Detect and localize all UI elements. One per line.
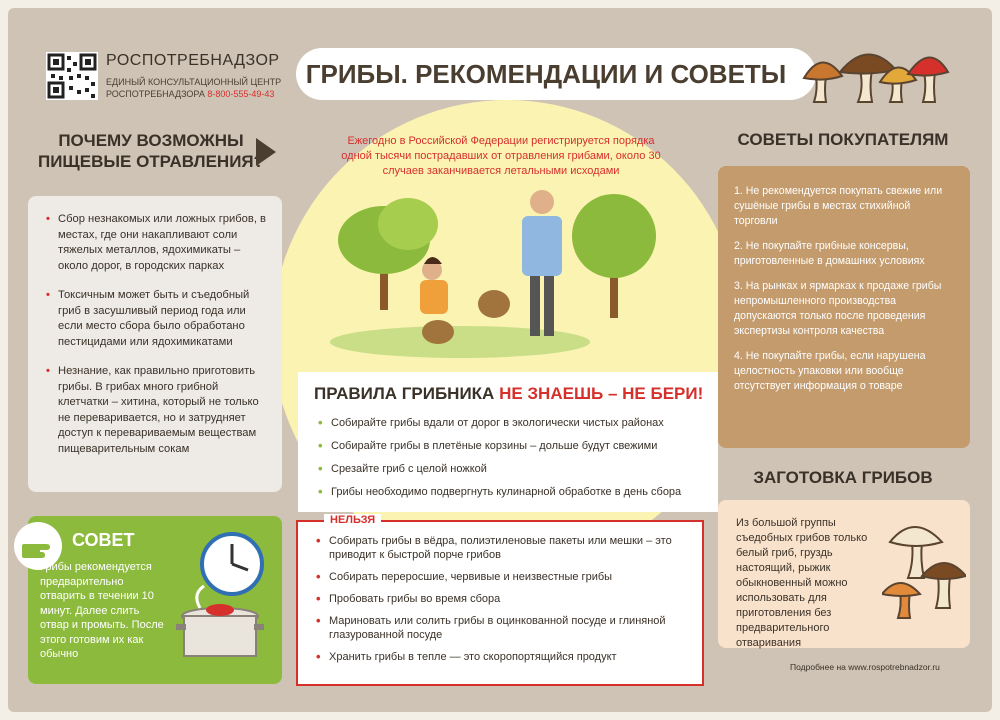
page-title: ГРИБЫ. РЕКОМЕНДАЦИИ И СОВЕТЫ xyxy=(305,59,787,89)
preparation-heading: ЗАГОТОВКА ГРИБОВ xyxy=(753,468,933,487)
list-item: • Токсичным может быть и съедобный гриб в засушливый период года или если место сбора было обработано пестицидами или ядохимикатами xyxy=(46,288,268,350)
buyer-tip: 2. Не покупайте грибные консервы, приготовленные в домашних условиях xyxy=(734,240,925,267)
org-sub-line2: РОСПОТРЕБНАДЗОРА xyxy=(106,89,205,99)
why-poisoning-list xyxy=(46,212,268,457)
org-name: РОСПОТРЕБНАДЗОР xyxy=(106,52,280,69)
why-poisoning-heading: ПОЧЕМУ ВОЗМОЖНЫ ПИЩЕВЫЕ ОТРАВЛЕНИЯ? xyxy=(37,131,265,171)
mushroom-picking-scene xyxy=(310,184,700,360)
list-item: • Сбор незнакомых или ложных грибов, в местах, где они накапливают соли тяжелых металлов, ядохимикаты – около дорог, в городских парках xyxy=(46,212,268,274)
advice-text: Грибы рекомендуется предварительно отварить в течении 10 минут. Далее слить отвар и промыть. После этого готовим их как обычно xyxy=(40,561,164,660)
why-poisoning-card xyxy=(28,196,282,492)
intro-statistic: Ежегодно в Российской Федерации регистрируется порядка одной тысячи пострадавших от отравления грибами, около 30 случаев заканчивается летальными исходами xyxy=(341,135,661,177)
forbidden-label: НЕЛЬЗЯ xyxy=(324,514,381,526)
buyer-tip: 3. На рынках и ярмарках к продаже грибы непромышленного производства допускаются только после проведения экспертизы контроля качества xyxy=(734,280,942,337)
rules-heading xyxy=(314,384,703,404)
advice-heading: СОВЕТ xyxy=(72,530,135,550)
buyers-card xyxy=(718,166,970,448)
list-item: • Собирать переросшие, червивые и неизвестные грибы xyxy=(316,570,694,584)
list-item: • Хранить грибы в тепле — это скоропортящийся продукт xyxy=(316,650,694,664)
buyer-tip: 4. Не покупайте грибы, если нарушена целостность упаковки или вообще отсутствует информация о товаре xyxy=(734,350,926,392)
buyers-heading: СОВЕТЫ ПОКУПАТЕЛЯМ xyxy=(737,130,949,149)
more-info-link[interactable]: Подробнее на www.rospotrebnadzor.ru xyxy=(790,662,940,672)
heading-arrow xyxy=(256,138,276,166)
org-subtitle xyxy=(106,76,306,100)
rules-list xyxy=(318,416,708,508)
edible-mushrooms-illustration xyxy=(882,512,966,622)
list-item: • Собирайте грибы в плетёные корзины – дольше будут свежими xyxy=(318,439,708,453)
list-item: • Срезайте гриб с целой ножкой xyxy=(318,462,708,476)
qr-code-logo xyxy=(46,52,98,100)
rules-title: ПРАВИЛА ГРИБНИКА xyxy=(314,384,495,403)
list-item: • Грибы необходимо подвергнуть кулинарной обработке в день сбора xyxy=(318,485,708,499)
preparation-text: Из большой группы съедобных грибов только белый гриб, груздь настоящий, рыжик обыкновенный можно использовать для приготовления без предварительного отваривания xyxy=(736,517,868,649)
buyer-tip: 1. Не рекомендуется покупать свежие или сушёные грибы в местах стихийной торговли xyxy=(734,185,943,227)
mushrooms-header-icon xyxy=(800,36,950,108)
list-item: • Мариновать или солить грибы в оцинкованной посуде и глиняной глазурованной посуде xyxy=(316,614,694,642)
list-item: • Пробовать грибы во время сбора xyxy=(316,592,694,606)
list-item: • Собирайте грибы вдали от дорог в экологически чистых районах xyxy=(318,416,708,430)
rules-slogan: НЕ ЗНАЕШЬ – НЕ БЕРИ! xyxy=(499,384,704,403)
list-item: • Собирать грибы в вёдра, полиэтиленовые пакеты или мешки – это приводит к быстрой порче грибов xyxy=(316,534,694,562)
list-item: • Незнание, как правильно приготовить грибы. В грибах много грибной клетчатки – хитина, который не только не переваривается, но и затрудняет доступ к перевариваемым веществам пищеварительным сокам xyxy=(46,364,268,457)
org-sub-line1: ЕДИНЫЙ КОНСУЛЬТАЦИОННЫЙ ЦЕНТР xyxy=(106,77,282,87)
hotline-phone: 8-800-555-49-43 xyxy=(207,89,275,99)
forbidden-list xyxy=(316,534,694,672)
clock-and-pot-illustration xyxy=(176,530,276,670)
